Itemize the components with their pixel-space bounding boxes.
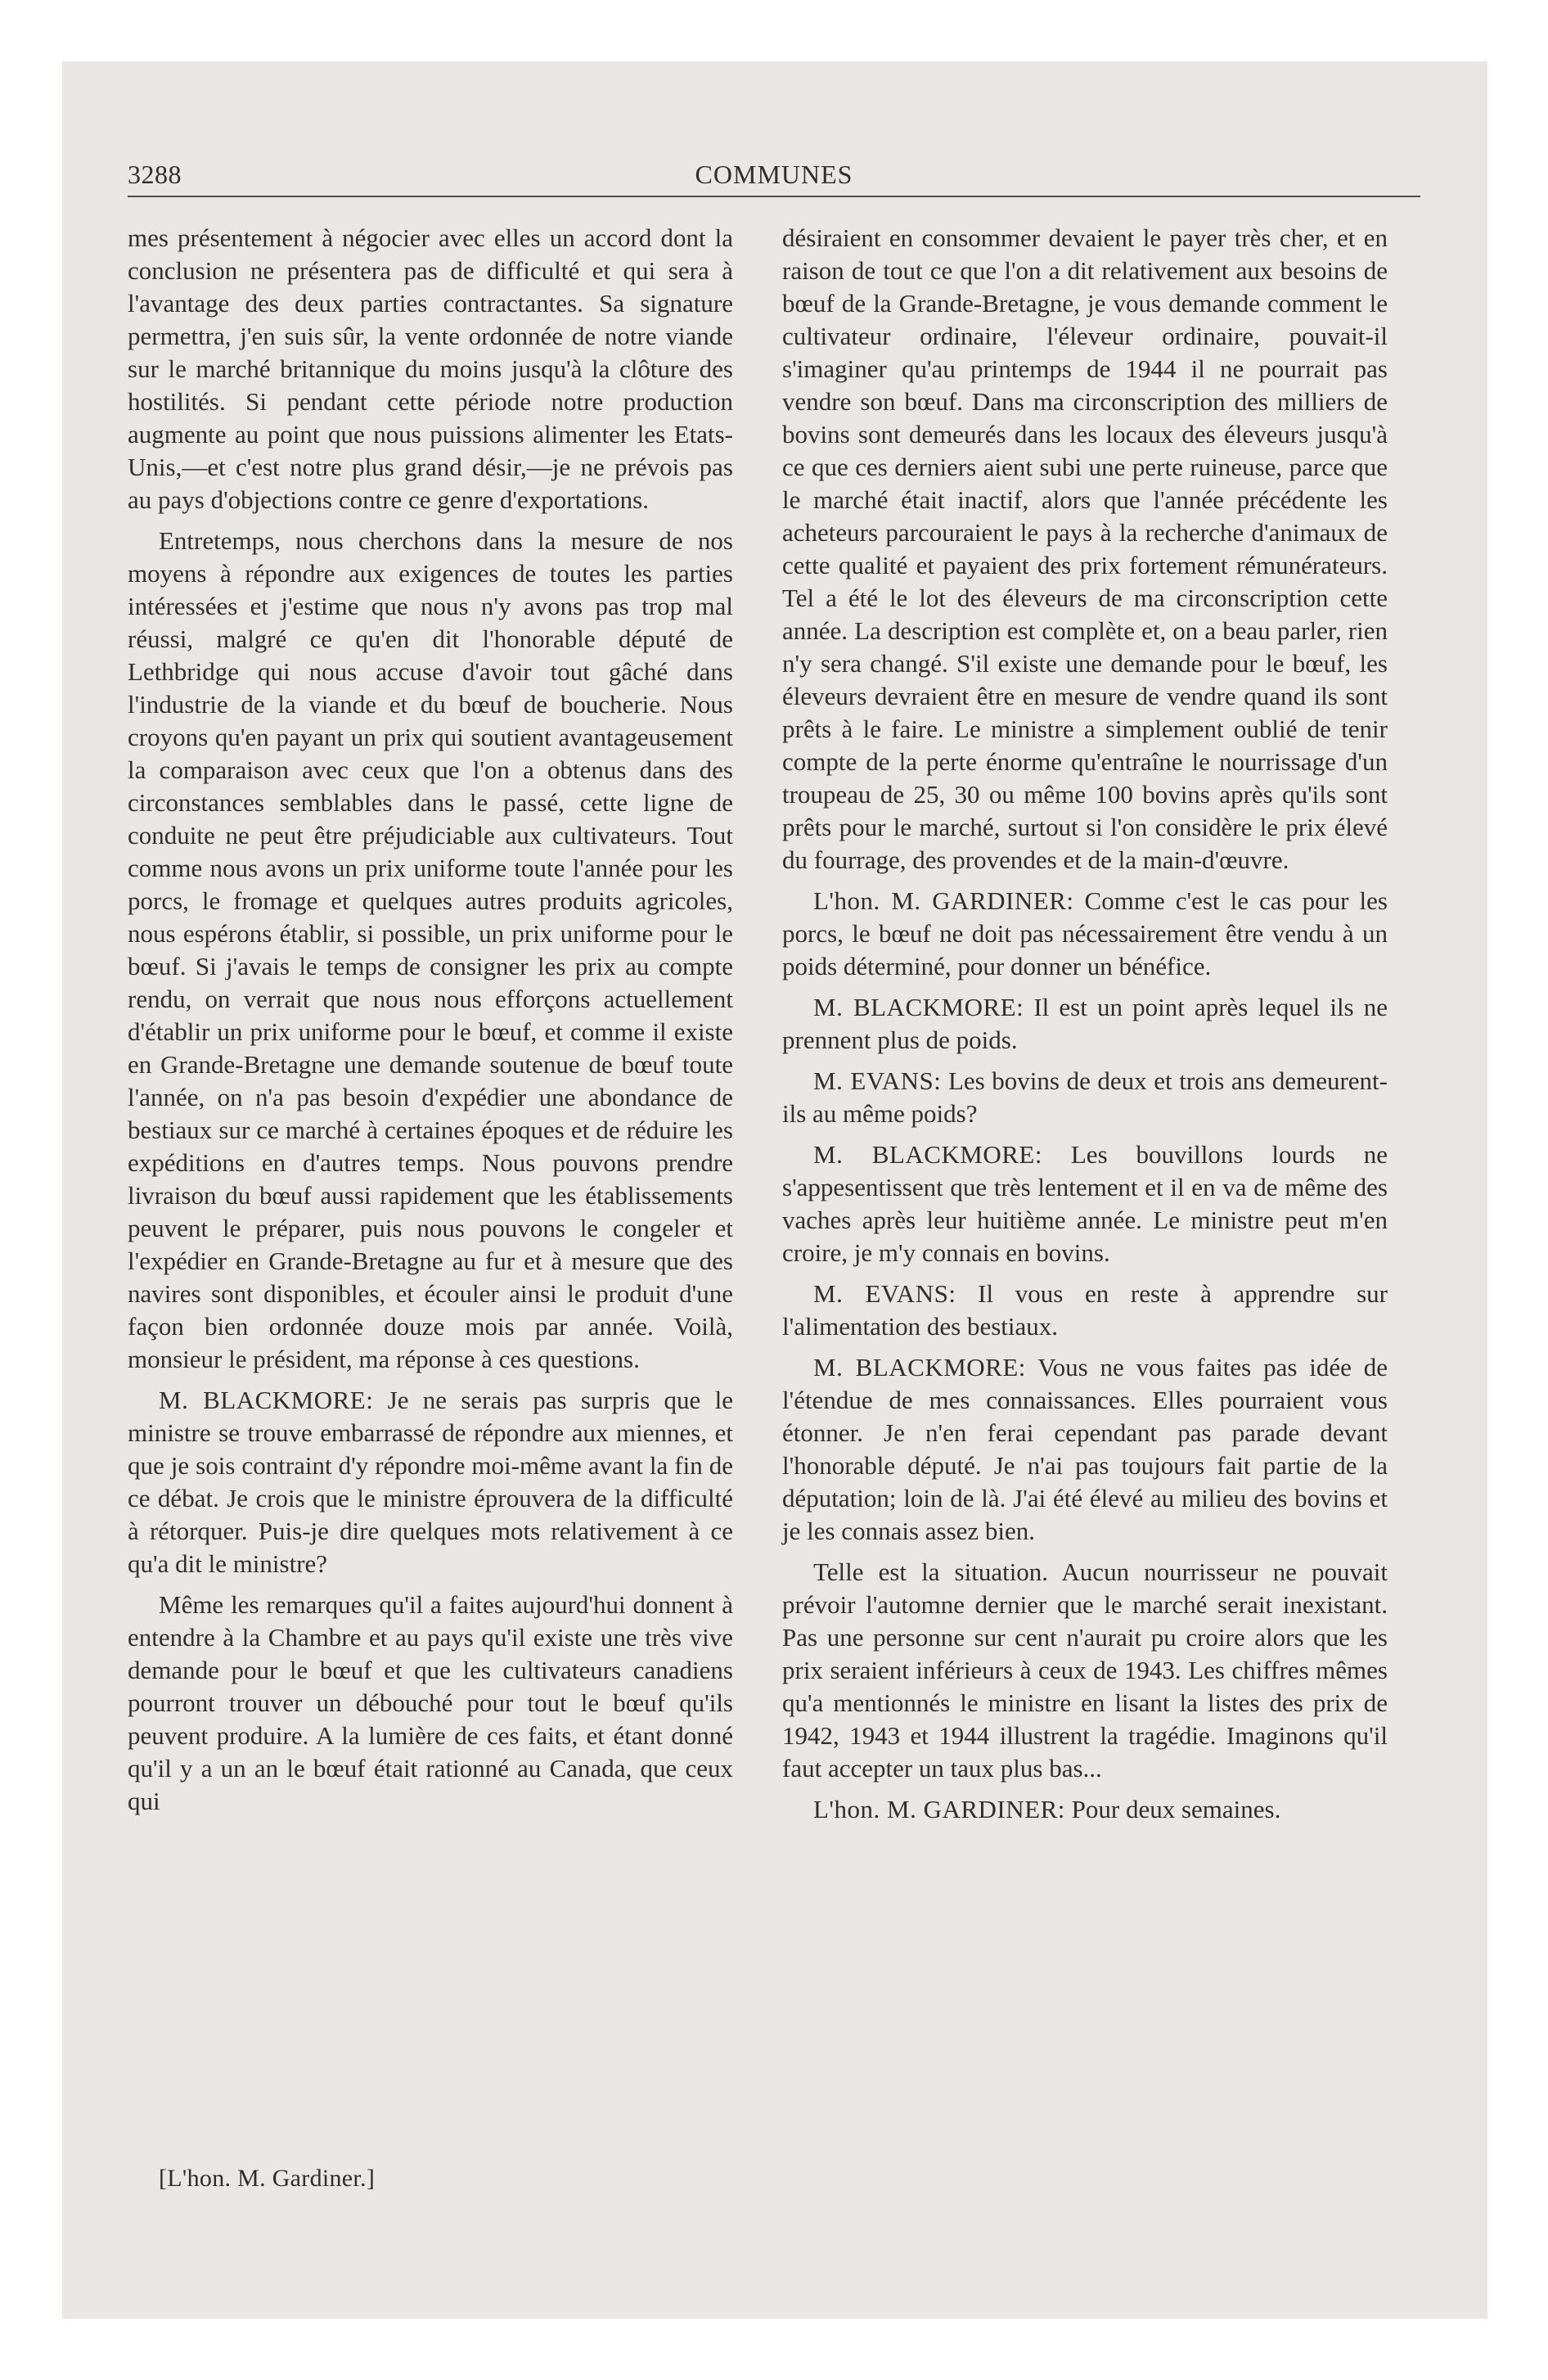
paragraph: Même les remarques qu'il a faites aujourd'hui donnent à entendre à la Chambre et au pays qu'il existe une très vive demande pour le bœuf et que les cultivateurs canadiens pourront trouver un débouché pour tout le bœuf qu'ils peuvent produire. A la lumière de ces faits, et étant donné qu'il y a un an le bœuf était rationné au Canada, que ceux qui: [128, 1590, 733, 1815]
paragraph: Entretemps, nous cherchons dans la mesure de nos moyens à répondre aux exigences de toutes les parties intéressées et j'estime que nous n'y avons pas trop mal réussi, malgré ce qu'en dit l'honorable député de Lethbridge qui nous accuse d'avoir tout gâché dans l'industrie de la viande et du bœuf de boucherie. Nous croyons qu'en payant un prix qui soutient avantageusement la comparaison avec ceux que l'on a obtenus dans des circonstances semblables dans le passé, cette ligne de conduite ne peut être préjudiciable aux cultivateurs. Tout comme nous avons un prix uniforme toute l'année pour les porcs, le fromage et quelques autres produits agricoles, nous espérons établir, si possible, un prix uniforme pour le bœuf. Si j'avais le temps de consigner les prix au compte rendu, on verrait que nous nous efforçons actuellement d'établir un prix uniforme pour le bœuf, et comme il existe en Grande-Bretagne une demande soutenue de bœuf toute l'année, on n'a pas besoin d'expédier une abondance de bestiaux sur ce marché à certaines époques et de réduire les expéditions en d'autres temps. Nous pouvons prendre livraison du bœuf aussi rapidement que les établissements peuvent le préparer, puis nous pouvons le congeler et l'expédier en Grande-Bretagne au fur et à mesure que des navires sont disponibles, et écouler ainsi le produit d'une façon bien ordonnée douze mois par année. Voilà, monsieur le président, ma réponse à ces questions.: [128, 526, 733, 1373]
speech-paragraph: [782, 1138, 1388, 1269]
speech-paragraph: [128, 1384, 733, 1580]
speaker-name: M. BLACKMORE:: [813, 993, 1024, 1021]
speech-paragraph: [782, 991, 1388, 1057]
speaker-name: M. BLACKMORE:: [813, 1140, 1042, 1169]
running-head: COMMUNES: [695, 160, 853, 189]
speech-paragraph: [782, 1278, 1388, 1343]
speaker-reference: [L'hon. M. Gardiner.]: [159, 2165, 376, 2192]
speech-text: Pour deux semaines.: [1071, 1795, 1281, 1823]
paragraph: mes présentement à négocier avec elles un accord dont la conclusion ne présentera pas de difficulté et qui sera à l'avantage des deux parties contractantes. Sa signature permettra, j'en suis sûr, la vente ordonnée de notre viande sur le marché britannique du moins jusqu'à la clôture des hostilités. Si pendant cette période notre production augmente au point que nous puissions alimenter les Etats-Unis,—et c'est notre plus grand désir,—je ne prévois pas au pays d'objections contre ce genre d'exportations.: [128, 223, 733, 514]
speaker-name: M. BLACKMORE:: [159, 1386, 374, 1414]
speaker-name: M. EVANS:: [813, 1066, 942, 1095]
speaker-name: M. EVANS:: [813, 1279, 956, 1308]
speech-text: Vous ne vous faites pas idée de l'étendue de mes connaissances. Elles pourraient vous étonner. Je n'en ferai cependant pas parade devant l'honorable député. Je n'ai pas toujours fait partie de la députation; loin de là. J'ai été élevé au milieu des bovins et je les connais assez bien.: [782, 1353, 1388, 1545]
speech-text: Il vous en reste à apprendre sur l'alimentation des bestiaux.: [782, 1279, 1388, 1341]
right-column: [782, 222, 1388, 1834]
speech-paragraph: [782, 1793, 1388, 1826]
page-number: 3288: [128, 160, 182, 189]
speech-paragraph: [782, 885, 1388, 983]
speech-text: Il est un point après lequel ils ne prennent plus de poids.: [782, 993, 1388, 1054]
speaker-name: L'hon. M. GARDINER:: [813, 1795, 1065, 1823]
speech-text: Les bovins de deux et trois ans demeurent-ils au même poids?: [782, 1066, 1388, 1128]
speaker-name: L'hon. M. GARDINER:: [813, 886, 1074, 915]
speech-paragraph: [782, 1351, 1388, 1548]
speech-paragraph: [782, 1065, 1388, 1130]
speech-text: Je ne serais pas surpris que le ministre se trouve embarrassé de répondre aux miennes, et que je sois contraint d'y répondre moi-même avant la fin de ce débat. Je crois que le ministre éprouvera de la difficulté à rétorquer. Puis-je dire quelques mots relativement à ce qu'a dit le ministre?: [128, 1386, 733, 1578]
speech-text: Les bouvillons lourds ne s'appesentissent que très lentement et il en va de même des vaches après leur huitième année. Le ministre peut m'en croire, je m'y connais en bovins.: [782, 1140, 1388, 1267]
paragraph: Telle est la situation. Aucun nourrisseur ne pouvait prévoir l'automne dernier que le marché serait inexistant. Pas une personne sur cent n'aurait pu croire alors que les prix seraient inférieurs à ceux de 1943. Les chiffres mêmes qu'a mentionnés le ministre en lisant la listes des prix de 1942, 1943 et 1944 illustrent la tragédie. Imaginons qu'il faut accepter un taux plus bas...: [782, 1557, 1388, 1783]
speaker-name: M. BLACKMORE:: [813, 1353, 1026, 1382]
speech-text: Comme c'est le cas pour les porcs, le bœuf ne doit pas nécessairement être vendu à un poids déterminé, pour donner un bénéfice.: [782, 886, 1388, 980]
page-header: [128, 151, 1420, 197]
scanned-page: [62, 61, 1487, 2319]
paragraph: désiraient en consommer devaient le payer très cher, et en raison de tout ce que l'on a dit relativement aux besoins de bœuf de la Grande-Bretagne, je vous demande comment le cultivateur ordinaire, l'éleveur ordinaire, pouvait-il s'imaginer qu'au printemps de 1944 il ne pourrait pas vendre son bœuf. Dans ma circonscription des milliers de bovins sont demeurés dans les locaux des éleveurs jusqu'à ce que ces derniers aient subi une perte ruineuse, parce que le marché était inactif, alors que l'année précédente les acheteurs parcouraient le pays à la recherche d'animaux de cette qualité et payaient des prix fortement rémunérateurs. Tel a été le lot des éleveurs de ma circonscription cette année. La description est complète et, on a beau parler, rien n'y sera changé. S'il existe une demande pour le bœuf, les éleveurs devraient être en mesure de vendre quand ils sont prêts à le faire. Le ministre a simplement oublié de tenir compte de la perte énorme qu'entraîne le nourrissage d'un troupeau de 25, 30 ou même 100 bovins après qu'ils sont prêts pour le marché, surtout si l'on considère le prix élevé du fourrage, des provendes et de la main-d'œuvre.: [782, 223, 1388, 874]
left-column: [128, 222, 733, 1826]
